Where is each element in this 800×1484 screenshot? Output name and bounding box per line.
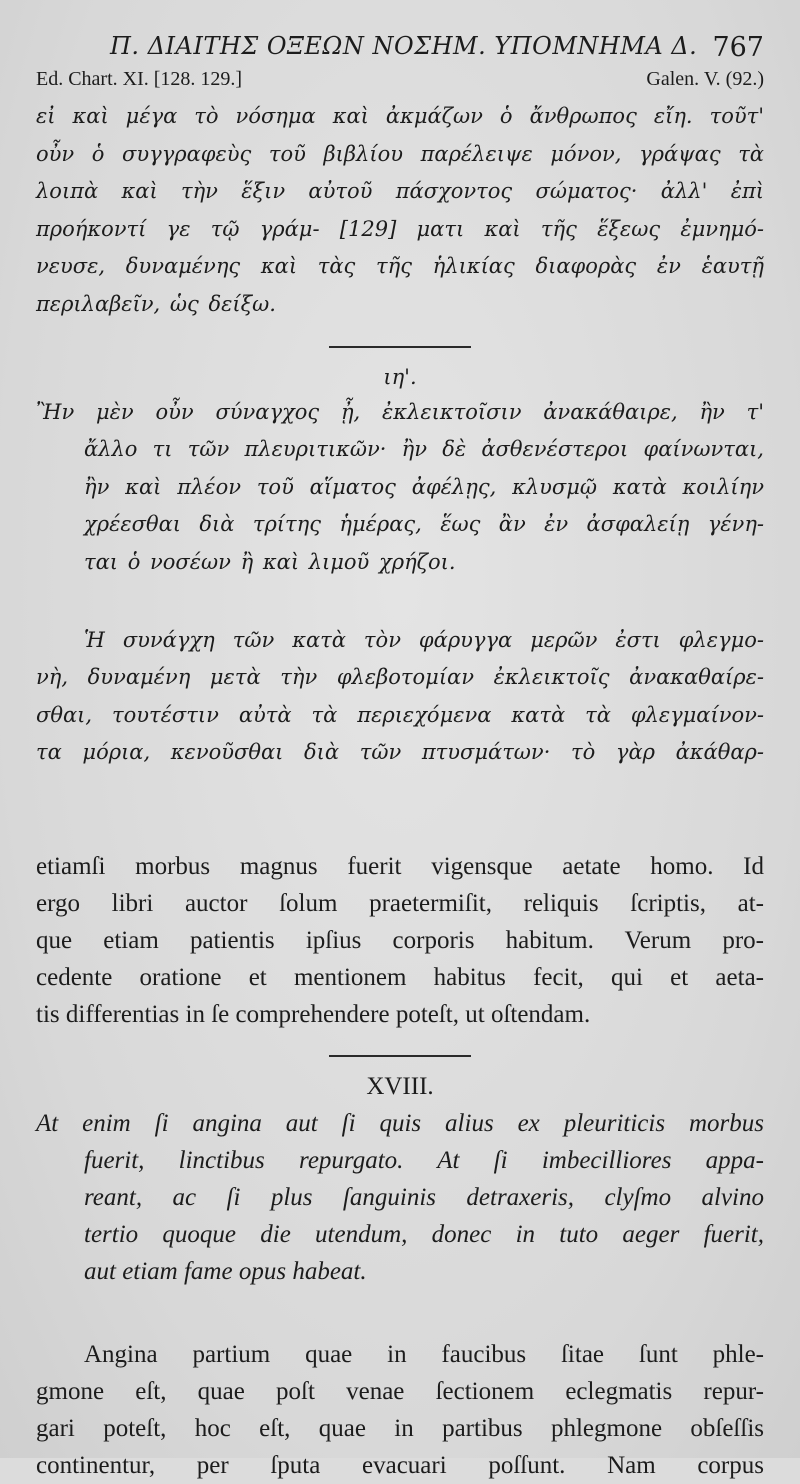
greek-aphorism-line: ἄλλο τι τῶν πλευριτικῶν· ἢν δὲ ἀσθενέστεροι φαίνωνται, — [84, 437, 764, 462]
greek-aphorism-line: ται ὁ νοσέων ἢ καὶ λιμοῦ χρήζοι. — [84, 549, 456, 574]
greek-commentary-line: τα μόρια, κενοῦσθαι διὰ τῶν πτυσμάτων· τὸ γὰρ ἀκάθαρ- — [36, 740, 764, 765]
latin-text-line: cedente oratione et mentionem habitus fecit, qui et aeta- — [36, 963, 764, 991]
latin-aphorism-line: reant, ac ſi plus ſanguinis detraxeris, clyſmo alvino — [84, 1183, 764, 1211]
greek-text-line: περιλαβεῖν, ὡς δείξω. — [36, 291, 276, 316]
latin-commentary-line: continentur, per ſputa evacuari poſſunt. Nam corpus — [36, 1451, 764, 1479]
running-title: Π. ΔΙΑΙΤΗΣ ΟΞΕΩΝ ΝΟΣΗΜ. ΥΠΟΜΝΗΜΑ Δ. — [110, 32, 698, 60]
latin-section-number: XVIII. — [366, 1072, 434, 1100]
latin-text-line: ergo libri auctor ſolum praetermiſit, reliquis ſcriptis, at- — [36, 889, 764, 917]
greek-aphorism — [36, 394, 764, 582]
greek-commentary-line: Ἡ συνάγχη τῶν κατὰ τὸν φάρυγγα μερῶν ἐστι φλεγμο- — [84, 627, 764, 652]
edition-reference-line — [36, 66, 764, 98]
latin-aphorism-line: fuerit, linctibus repurgato. At ſi imbecilliores appa- — [84, 1146, 764, 1174]
greek-section-number: ιη'. — [383, 364, 417, 389]
greek-aphorism-line: ἢν καὶ πλέον τοῦ αἵματος ἀφέλῃς, κλυσμῷ κατὰ κοιλίην — [84, 474, 764, 499]
greek-text-line: εἰ καὶ μέγα τὸ νόσημα καὶ ἀκμάζων ὁ ἄνθρωπος εἴη. τοῦτ' — [36, 104, 764, 128]
greek-text-line: οὖν ὁ συγγραφεὺς τοῦ βιβλίου παρέλειψε μόνον, γράψας τὰ — [36, 141, 764, 166]
section-divider — [329, 1055, 471, 1057]
latin-commentary — [36, 1336, 764, 1484]
chartier-reference: Ed. Chart. XI. [128. 129.] — [36, 68, 243, 90]
latin-intro-paragraph — [36, 848, 764, 1033]
greek-aphorism-line: Ἢν μὲν οὖν σύναγχος ᾖ, ἐκλεικτοῖσιν ἀνακάθαιρε, ἢν τ' — [36, 399, 764, 424]
greek-text-line: νευσε, δυναμένης καὶ τὰς τῆς ἡλικίας διαφορὰς ἐν ἑαυτῇ — [36, 254, 764, 279]
greek-text-line: προήκοντί γε τῷ γράμ- [129] ματι καὶ τῆς ἕξεως ἐμνημό- — [36, 216, 764, 241]
latin-commentary-line: gari poteſt, hoc eſt, quae in partibus phlegmone obſeſſis — [36, 1414, 764, 1442]
greek-commentary-line: σθαι, τουτέστιν αὐτὰ τὰ περιεχόμενα κατὰ τὰ φλεγμαίνον- — [36, 702, 764, 727]
page-header — [36, 26, 764, 66]
kuehn-reference: Galen. V. (92.) — [646, 68, 764, 90]
latin-commentary-line: gmone eſt, quae poſt venae ſectionem eclegmatis repur- — [36, 1377, 764, 1405]
latin-aphorism-line: aut etiam fame opus habeat. — [84, 1257, 367, 1285]
latin-aphorism-line: tertio quoque die utendum, donec in tuto aeger fuerit, — [84, 1220, 764, 1248]
latin-aphorism — [36, 1105, 764, 1290]
latin-text-line: tis differentias in ſe comprehendere poteſt, ut oſtendam. — [36, 1000, 591, 1028]
greek-commentary — [36, 622, 764, 772]
section-divider — [329, 346, 471, 348]
greek-intro-paragraph — [36, 98, 764, 324]
greek-aphorism-line: χρέεσθαι διὰ τρίτης ἡμέρας, ἕως ἂν ἐν ἀσφαλείῃ γένη- — [84, 512, 764, 537]
greek-commentary-line: νὴ, δυναμένη μετὰ τὴν φλεβοτομίαν ἐκλεικτοῖς ἀνακαθαίρε- — [36, 665, 764, 690]
page-number: 767 — [712, 32, 764, 63]
latin-text-line: etiamſi morbus magnus fuerit vigensque aetate homo. Id — [36, 852, 764, 880]
greek-text-line: λοιπὰ καὶ τὴν ἕξιν αὐτοῦ πάσχοντος σώματος· ἀλλ' ἐπὶ — [36, 179, 764, 204]
latin-aphorism-line: At enim ſi angina aut ſi quis alius ex pleuriticis morbus — [36, 1109, 764, 1137]
latin-commentary-line: Angina partium quae in faucibus ſitae ſunt phle- — [84, 1340, 764, 1368]
latin-text-line: que etiam patientis ipſius corporis habitum. Verum pro- — [36, 926, 764, 954]
